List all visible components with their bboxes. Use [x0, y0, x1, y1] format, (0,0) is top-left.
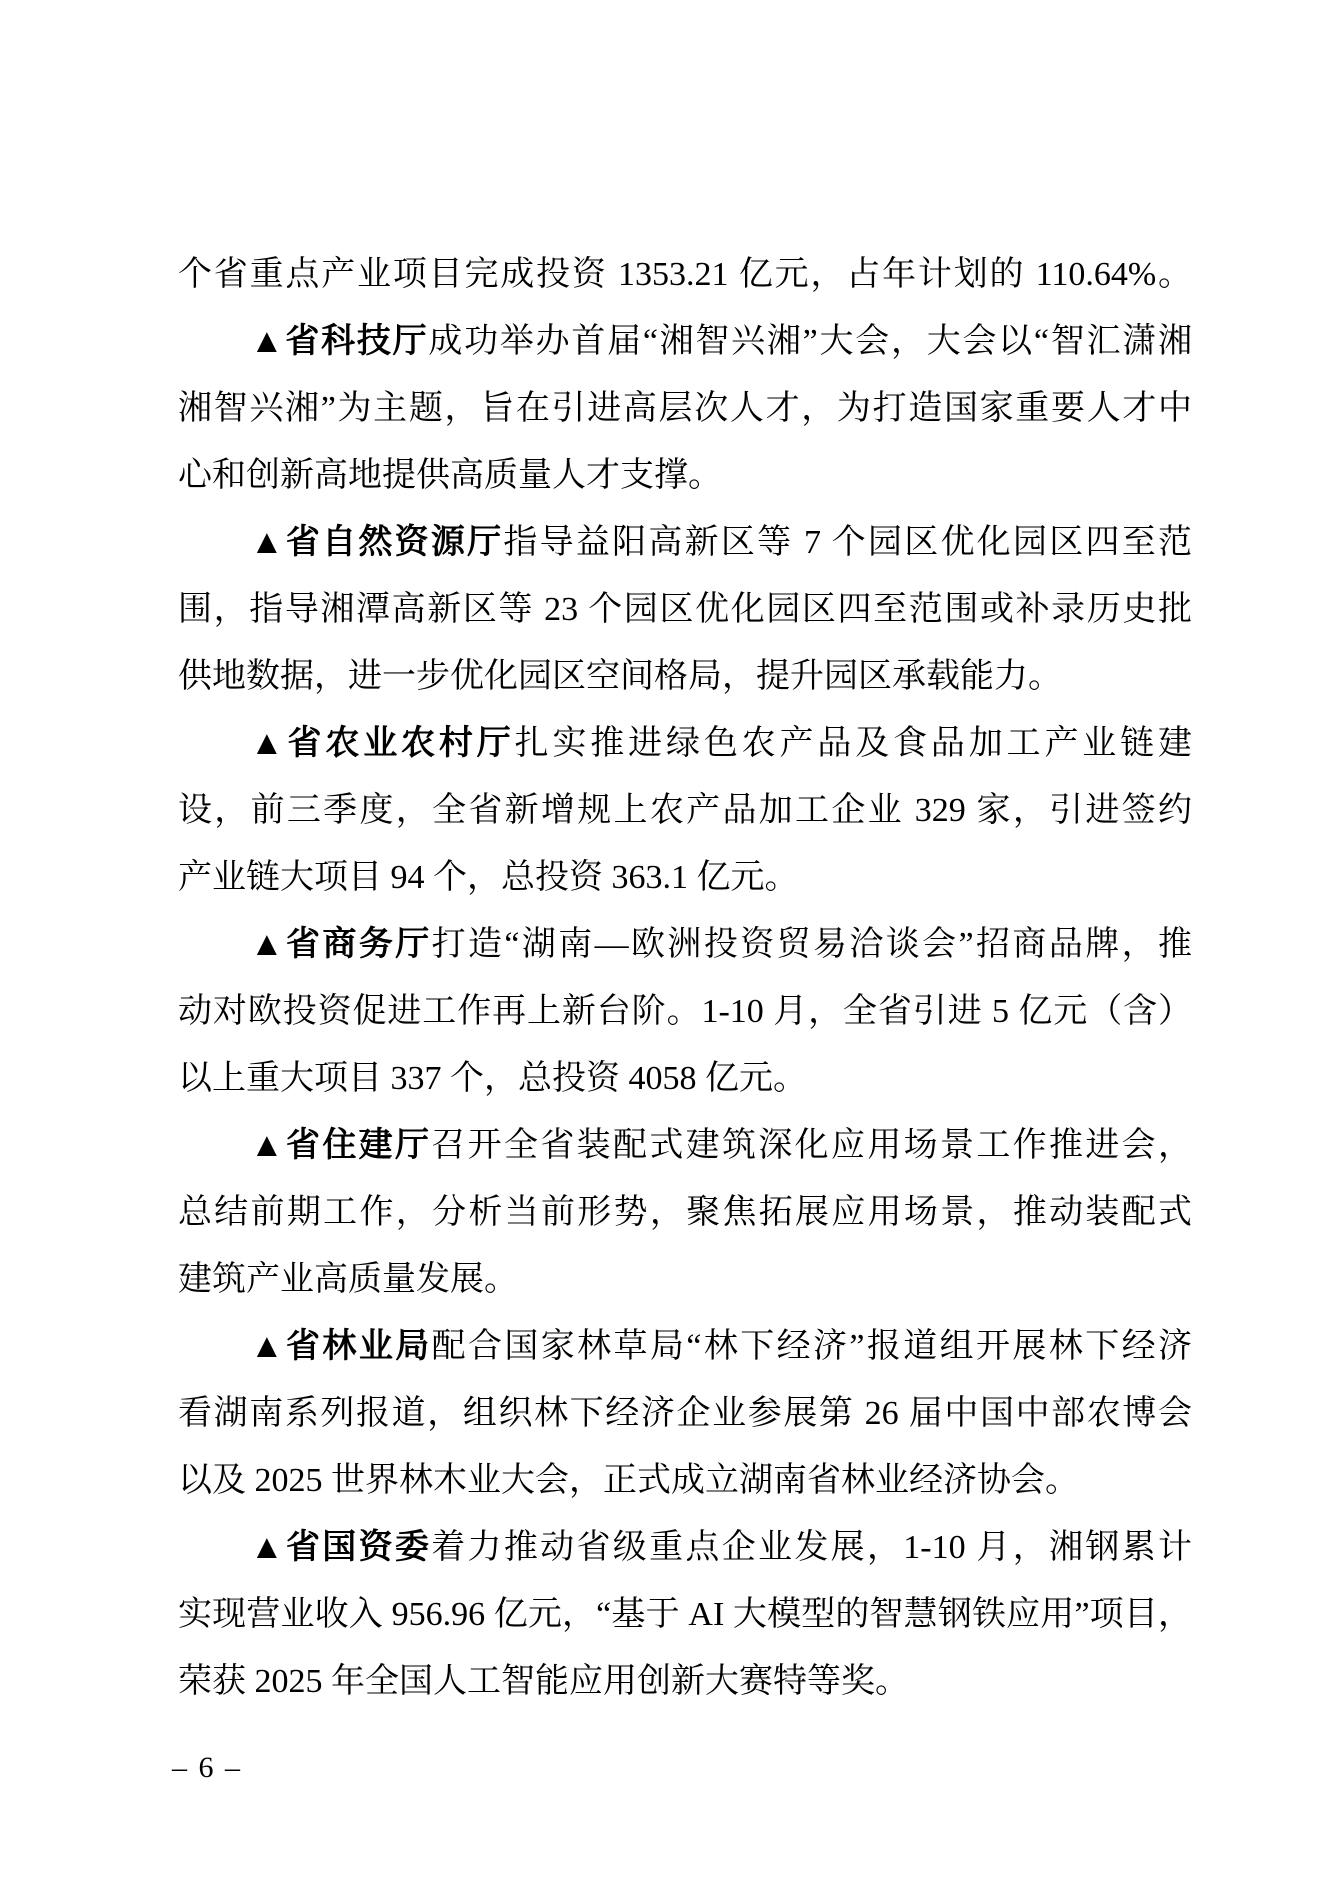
text-line	[178, 777, 1192, 844]
text-line	[178, 1447, 1192, 1514]
text-line	[178, 576, 1192, 643]
department-name-bold: ▲省自然资源厅	[250, 524, 504, 561]
text-line	[178, 1045, 1192, 1112]
line-text: 建筑产业高质量发展。	[178, 1261, 518, 1298]
text-line	[178, 308, 1192, 375]
text-line	[178, 375, 1192, 442]
page-number: – 6 –	[172, 1751, 242, 1784]
line-text: 供地数据，进一步优化园区空间格局，提升园区承载能力。	[178, 658, 1062, 695]
line-text: 产业链大项目 94 个，总投资 363.1 亿元。	[178, 859, 799, 896]
line-text: 湘智兴湘”为主题，旨在引进高层次人才，为打造国家重要人才中	[178, 390, 1192, 427]
line-text: 荣获 2025 年全国人工智能应用创新大赛特等奖。	[178, 1663, 909, 1700]
line-text: 召开全省装配式建筑深化应用场景工作推进会，	[431, 1127, 1193, 1164]
text-line	[178, 643, 1192, 710]
department-name-bold: ▲省商务厅	[250, 926, 432, 963]
line-text: 打造“湖南—欧洲投资贸易洽谈会”招商品牌，推	[431, 926, 1192, 963]
line-text: 配合国家林草局“林下经济”报道组开展林下经济	[431, 1328, 1192, 1365]
text-line	[178, 911, 1192, 978]
line-text: 总结前期工作，分析当前形势，聚焦拓展应用场景，推动装配式	[178, 1194, 1192, 1231]
line-text: 看湖南系列报道，组织林下经济企业参展第 26 届中国中部农博会	[178, 1395, 1192, 1432]
department-name-bold: ▲省林业局	[250, 1328, 432, 1365]
line-text: 指导益阳高新区等 7 个园区优化园区四至范	[503, 524, 1192, 561]
text-line	[178, 1648, 1192, 1715]
text-line	[178, 710, 1192, 777]
line-text: 围，指导湘潭高新区等 23 个园区优化园区四至范围或补录历史批	[178, 591, 1192, 628]
text-line	[178, 1514, 1192, 1581]
text-line	[178, 978, 1192, 1045]
text-line	[178, 509, 1192, 576]
text-line	[178, 1581, 1192, 1648]
line-text: 动对欧投资促进工作再上新台阶。1-10 月，全省引进 5 亿元（含）	[178, 993, 1192, 1030]
text-line	[178, 1313, 1192, 1380]
line-text: 成功举办首届“湘智兴湘”大会，大会以“智汇潇湘	[428, 323, 1192, 360]
line-text: 以及 2025 世界林木业大会，正式成立湖南省林业经济协会。	[178, 1462, 1079, 1499]
line-text: 实现营业收入 956.96 亿元，“基于 AI 大模型的智慧钢铁应用”项目，	[178, 1596, 1192, 1633]
text-line	[178, 844, 1192, 911]
text-line	[178, 1112, 1192, 1179]
document-body	[178, 241, 1192, 1715]
line-text: 心和创新高地提供高质量人才支撑。	[178, 457, 722, 494]
line-text: 着力推动省级重点企业发展，1-10 月，湘钢累计	[431, 1529, 1192, 1566]
department-name-bold: ▲省科技厅	[250, 323, 429, 360]
text-line	[178, 1380, 1192, 1447]
text-line	[178, 1246, 1192, 1313]
text-line	[178, 241, 1192, 308]
line-text: 扎实推进绿色农产品及食品加工产业链建	[514, 725, 1193, 762]
text-line	[178, 442, 1192, 509]
line-text: 设，前三季度，全省新增规上农产品加工企业 329 家，引进签约	[178, 792, 1192, 829]
line-text: 个省重点产业项目完成投资 1353.21 亿元，占年计划的 110.64%。	[178, 256, 1192, 293]
department-name-bold: ▲省农业农村厅	[250, 725, 515, 762]
department-name-bold: ▲省国资委	[250, 1529, 432, 1566]
line-text: 以上重大项目 337 个，总投资 4058 亿元。	[178, 1060, 807, 1097]
department-name-bold: ▲省住建厅	[250, 1127, 432, 1164]
text-line	[178, 1179, 1192, 1246]
